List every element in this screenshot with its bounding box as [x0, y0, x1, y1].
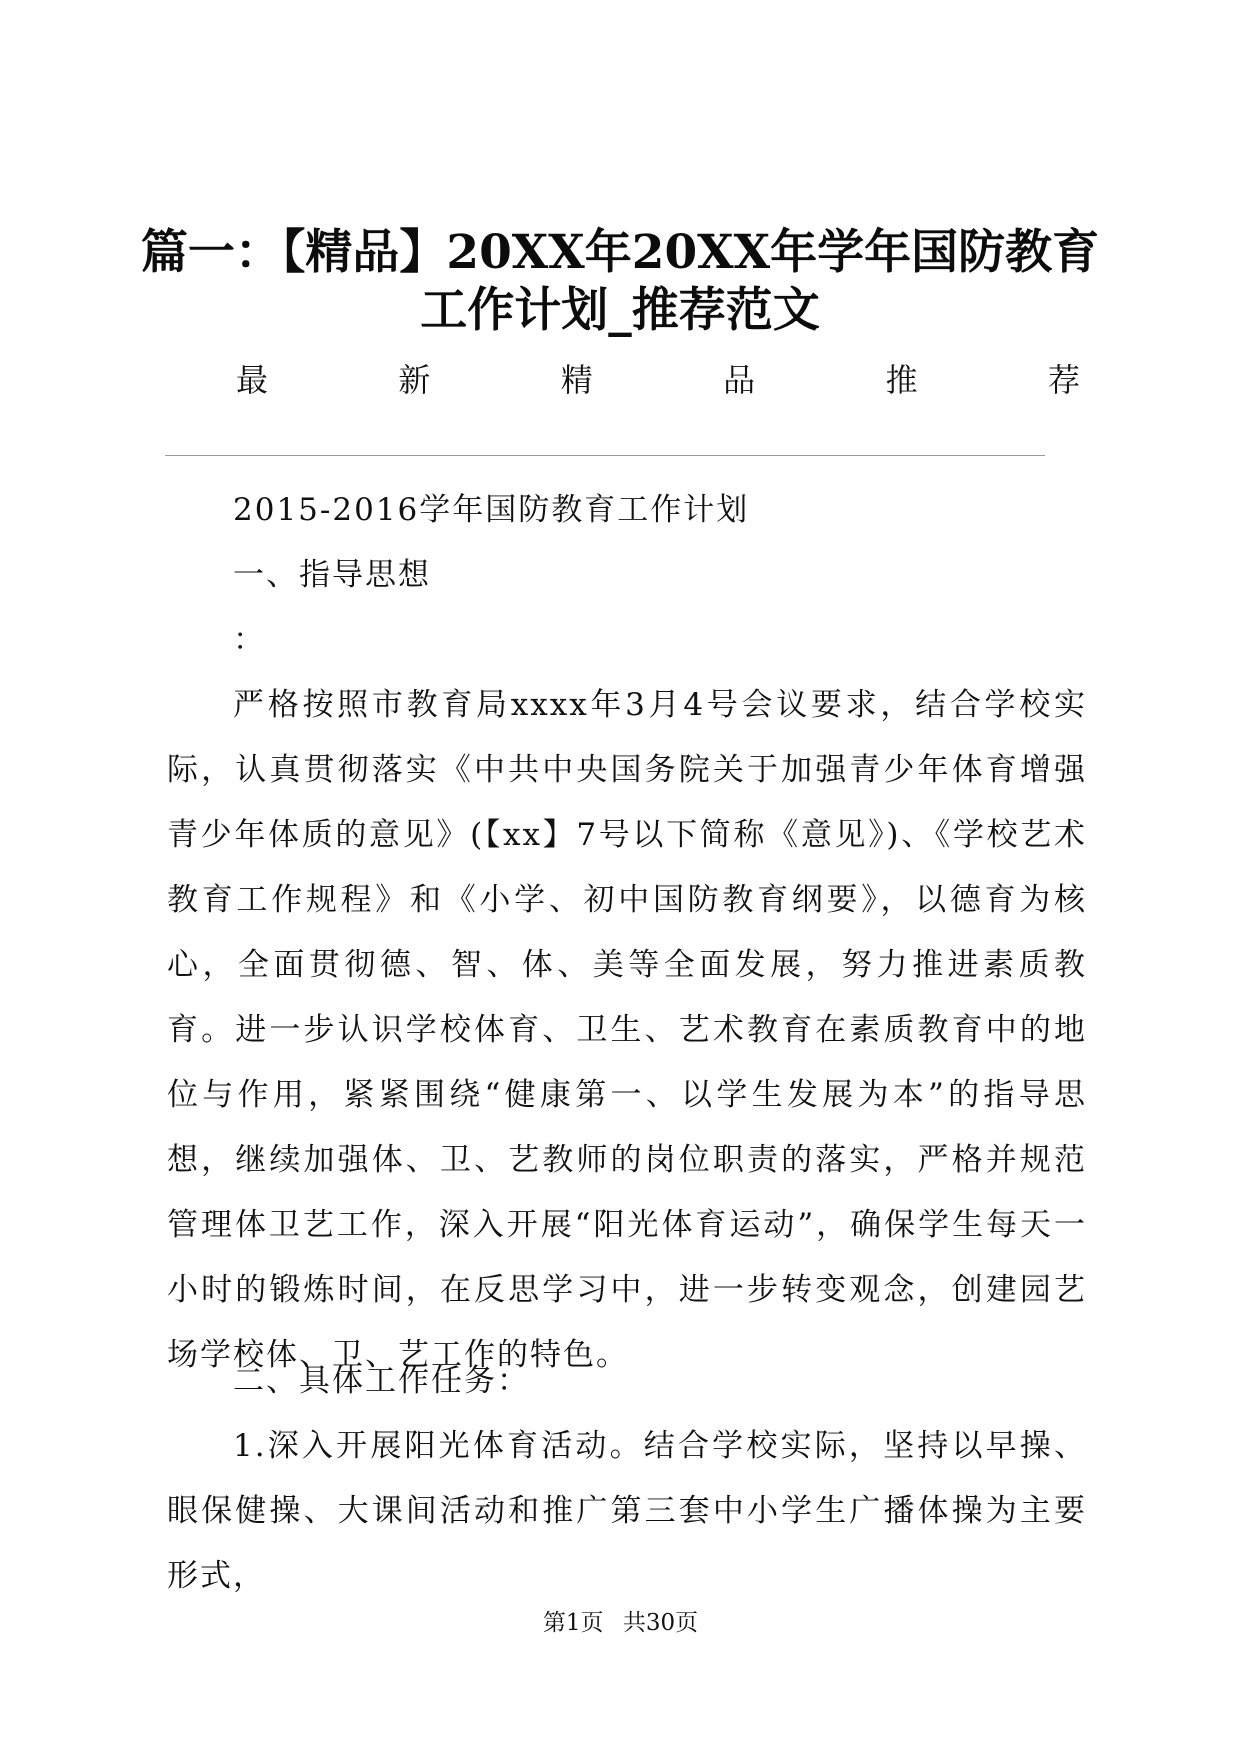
- recommend-char: 新: [398, 361, 431, 399]
- page-number: 第1页: [542, 1610, 604, 1636]
- section-title-guiding-thought: 一、指导思想: [233, 557, 431, 593]
- recommend-char: 品: [723, 361, 756, 399]
- page-total: 共30页: [622, 1610, 699, 1636]
- recommend-char: 荐: [1047, 361, 1080, 399]
- page-footer: [0, 1608, 1241, 1638]
- recommend-char: 精: [560, 361, 593, 399]
- recommend-banner: [236, 360, 1080, 400]
- guiding-thought-paragraph: 严格按照市教育局xxxx年3月4号会议要求，结合学校实际，认真贯彻落实《中共中央国务院关于加强青少年体育增强青少年体质的意见》(【xx】7号以下简称《意见》)、《学校艺术教育工作规程》和《小学、初中国防教育纲要》，以德育为核心，全面贯彻德、智、体、美等全面发展，努力推进素质教育。进一步认识学校体育、卫生、艺术教育在素质教育中的地位与作用，紧紧围绕“健康第一、以学生发展为本”的指导思想，继续加强体、卫、艺教师的岗位职责的落实，严格并规范管理体卫艺工作，深入开展“阳光体育运动”，确保学生每天一小时的锻炼时间，在反思学习中，进一步转变观念，创建园艺场学校体、卫、艺工作的特色。: [167, 687, 1087, 1373]
- plan-heading: 2015-2016学年国防教育工作计划: [233, 492, 750, 528]
- section-title-specific-tasks: 二、具体工作任务：: [233, 1363, 530, 1399]
- colon-line: ：: [233, 622, 266, 658]
- recommend-char: 推: [885, 361, 918, 399]
- task-1-paragraph: 1.深入开展阳光体育活动。结合学校实际，坚持以早操、眼保健操、大课间活动和推广第三套中小学生广播体操为主要形式，: [167, 1428, 1087, 1594]
- document-title-line1: 篇一：【精品】20XX年20XX年学年国防教育: [140, 225, 1100, 280]
- recommend-char: 最: [236, 361, 269, 399]
- separator-rule: [165, 455, 1045, 456]
- document-title-line2: 工作计划_推荐范文: [420, 283, 820, 338]
